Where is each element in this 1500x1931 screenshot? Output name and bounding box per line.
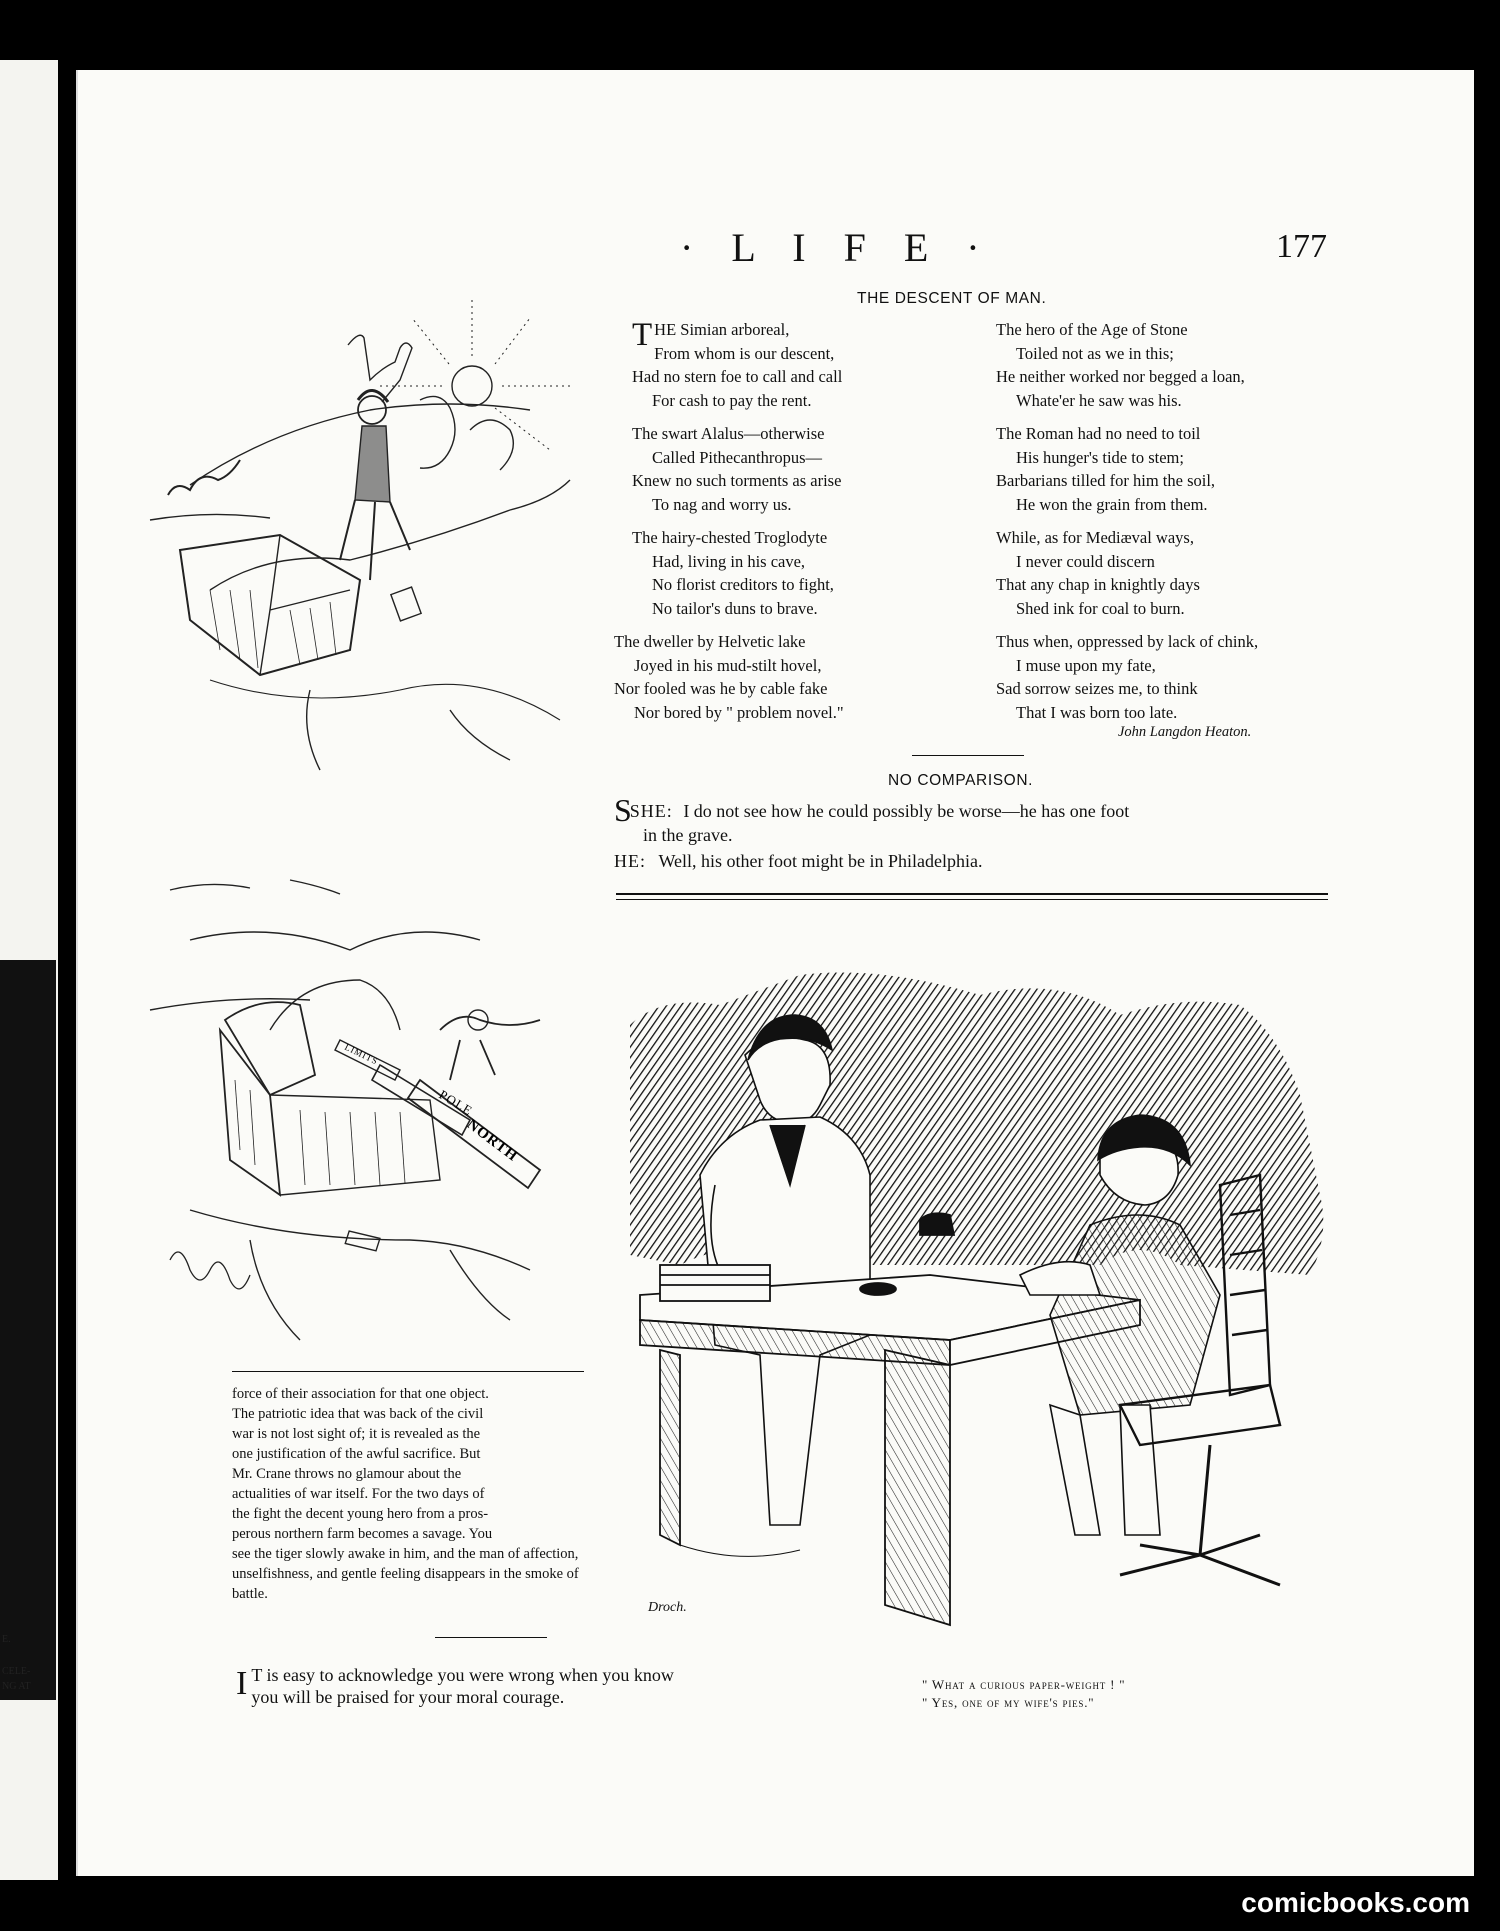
poem-stanza xyxy=(632,526,972,620)
review-line: Mr. Crane throws no glamour about the xyxy=(232,1466,462,1482)
poem-line: The Roman had no need to toil xyxy=(996,424,1201,443)
review-line: force of their association for that one object. xyxy=(232,1386,489,1402)
book-review xyxy=(232,1384,579,1604)
poem-line: Shed ink for coal to burn. xyxy=(1016,598,1185,618)
moral-dropcap: I xyxy=(236,1665,248,1702)
poem-line: That any chap in knightly days xyxy=(996,575,1200,594)
poem-line: Nor bored by " problem novel." xyxy=(634,702,844,722)
poem-line: Called Pithecanthropus— xyxy=(652,447,823,467)
illustration-caption-line: " What a curious paper-weight ! " xyxy=(922,1677,1126,1692)
poem-line: The swart Alalus—otherwise xyxy=(632,424,825,443)
speaker-he: HE: xyxy=(614,851,646,871)
poem-line: Joyed in his mud-stilt hovel, xyxy=(634,655,822,675)
masthead-title: · L I F E · xyxy=(680,225,994,270)
poem-line: To nag and worry us. xyxy=(652,494,792,514)
illustration-two-men-at-desk xyxy=(620,935,1360,1655)
poem-line: I muse upon my fate, xyxy=(1016,655,1156,675)
poem-line: Sad sorrow seizes me, to think xyxy=(996,679,1198,698)
joke-line: I do not see how he could possibly be worse—he has one foot xyxy=(683,801,1130,821)
poem-line: That I was born too late. xyxy=(1016,702,1178,722)
left-page-fragment: NG AT xyxy=(2,1681,31,1692)
review-signature: Droch. xyxy=(648,1600,687,1615)
poem-line: For cash to pay the rent. xyxy=(652,390,812,410)
review-line: see the tiger slowly awake in him, and the man of affection, xyxy=(232,1546,579,1562)
poem-stanza xyxy=(614,630,972,724)
review-rule xyxy=(232,1371,584,1372)
review-line: actualities of war itself. For the two days of xyxy=(232,1486,485,1502)
joke-line: in the grave. xyxy=(643,825,733,845)
poem-line: From whom is our descent, xyxy=(654,343,835,363)
speaker-she: SHE: xyxy=(629,801,673,821)
moral-line: T is easy to acknowledge you were wrong when you know xyxy=(251,1665,674,1685)
poem-line: HE Simian arboreal, xyxy=(654,320,790,339)
poem-title: THE DESCENT OF MAN. xyxy=(857,290,1047,307)
cartoon-label-limits: LIMITS xyxy=(343,1041,380,1067)
section-divider xyxy=(435,1637,547,1638)
poem-line: Had no stern foe to call and call xyxy=(632,367,843,386)
poem-line: No florist creditors to fight, xyxy=(652,575,834,594)
poem-line: He neither worked nor begged a loan, xyxy=(996,367,1245,386)
illustration-caption-line: " Yes, one of my wife's pies." xyxy=(922,1695,1095,1710)
poem-line: He won the grain from them. xyxy=(1016,494,1208,514)
poem-line: The hero of the Age of Stone xyxy=(996,320,1188,339)
poem-column-1 xyxy=(614,317,972,734)
poem-line: Nor fooled was he by cable fake xyxy=(614,679,828,698)
cartoon-north-pole-chest xyxy=(150,880,570,1380)
page-number: 177 xyxy=(1276,228,1327,265)
poem-line: Had, living in his cave, xyxy=(652,551,806,571)
cartoon-label-pole: POLE xyxy=(436,1086,476,1119)
review-line: war is not lost sight of; it is revealed as the xyxy=(232,1426,481,1442)
poem-line: Toiled not as we in this; xyxy=(1016,343,1174,363)
poem-stanza xyxy=(632,318,972,412)
poem-line: Barbarians tilled for him the soil, xyxy=(996,471,1216,490)
poem-line: The dweller by Helvetic lake xyxy=(614,632,806,651)
poem-stanza xyxy=(996,318,1336,412)
review-line: the fight the decent young hero from a pros- xyxy=(232,1506,489,1522)
joke-line: Well, his other foot might be in Philadelphia. xyxy=(658,851,983,871)
cartoon-label-north: NORTH xyxy=(463,1116,521,1165)
joke-title: NO COMPARISON. xyxy=(888,772,1034,789)
poem-stanza xyxy=(996,526,1336,620)
sun-icon xyxy=(452,366,492,406)
poem-stanza xyxy=(996,422,1336,516)
joke-dialogue: SSHE: I do not see how he could possibly be worse—he has one foot in the grave. HE: Well, his other foot might be in Philadelphia. xyxy=(614,797,1334,873)
poem-line: No tailor's duns to brave. xyxy=(652,598,818,618)
left-page-dark-illustration xyxy=(0,960,56,1700)
poem-line: Thus when, oppressed by lack of chink, xyxy=(996,632,1259,651)
poem-line: I never could discern xyxy=(1016,551,1155,571)
poem-author: John Langdon Heaton. xyxy=(1118,724,1252,740)
double-rule-bottom xyxy=(616,899,1328,900)
cartoon-explorer-leaping xyxy=(150,290,590,780)
left-facing-page xyxy=(0,60,58,1880)
poem-line: While, as for Mediæval ways, xyxy=(996,528,1194,547)
poem-stanza xyxy=(996,630,1336,724)
review-line: one justification of the awful sacrifice. But xyxy=(232,1446,481,1462)
poem-column-2 xyxy=(996,318,1336,734)
poem-line: Whate'er he saw was his. xyxy=(1016,390,1182,410)
moral-line: you will be praised for your moral courage. xyxy=(251,1687,565,1707)
poem-line: Knew no such torments as arise xyxy=(632,471,842,490)
review-line: battle. xyxy=(232,1586,268,1602)
moral-paragraph xyxy=(236,1664,796,1708)
poem-line: The hairy-chested Troglodyte xyxy=(632,528,828,547)
watermark: comicbooks.com xyxy=(1241,1887,1470,1918)
section-divider xyxy=(912,755,1024,756)
review-line: unselfishness, and gentle feeling disappears in the smoke of xyxy=(232,1566,579,1582)
double-rule-top xyxy=(616,893,1328,895)
review-line: perous northern farm becomes a savage. You xyxy=(232,1526,493,1542)
review-line: The patriotic idea that was back of the civil xyxy=(232,1406,484,1422)
left-page-fragment: CELE- xyxy=(2,1666,31,1677)
poem-line: His hunger's tide to stem; xyxy=(1016,447,1184,467)
poem-dropcap: T xyxy=(632,317,653,353)
left-page-fragment: E. xyxy=(2,1634,11,1645)
poem-stanza xyxy=(632,422,972,516)
